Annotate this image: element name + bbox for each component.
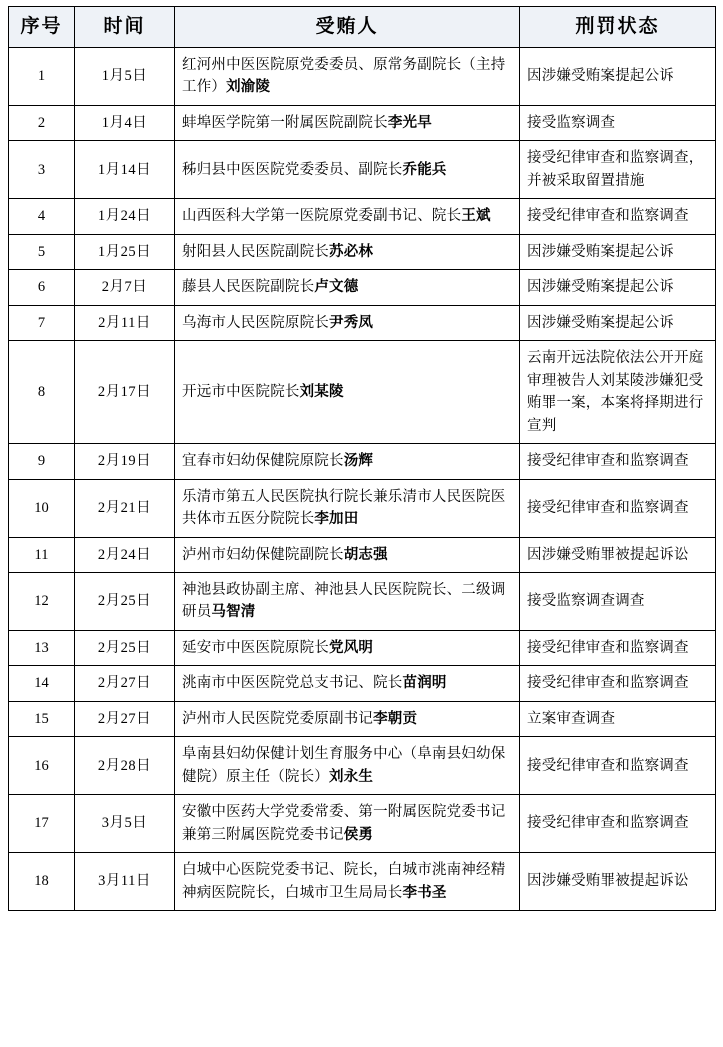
cell-date: 2月24日 xyxy=(75,537,175,572)
cell-person xyxy=(175,853,520,911)
table-header-row xyxy=(9,7,716,48)
cell-index: 13 xyxy=(9,630,75,665)
person-title: 洮南市中医医院党总支书记、院长 xyxy=(182,675,403,692)
table-row xyxy=(9,48,716,106)
cell-person xyxy=(175,479,520,537)
cell-status: 云南开远法院依法公开开庭审理被告人刘某陵涉嫌犯受贿罪一案，本案将择期进行宣判 xyxy=(520,341,716,444)
cell-index: 18 xyxy=(9,853,75,911)
cell-person xyxy=(175,701,520,736)
person-title: 宜春市妇幼保健院原院长 xyxy=(182,453,344,470)
cell-date: 2月27日 xyxy=(75,701,175,736)
cell-person xyxy=(175,537,520,572)
person-title: 泸州市妇幼保健院副院长 xyxy=(182,546,344,563)
cell-status: 接受纪律审查和监察调查 xyxy=(520,444,716,479)
table-row xyxy=(9,199,716,234)
cell-index: 8 xyxy=(9,341,75,444)
cell-index: 9 xyxy=(9,444,75,479)
person-name: 卢文德 xyxy=(314,279,359,296)
person-title: 神池县政协副主席、神池县人民医院院长、二级调研员 xyxy=(182,581,506,621)
person-name: 刘永生 xyxy=(329,768,374,785)
cell-date: 2月27日 xyxy=(75,666,175,701)
person-name: 刘某陵 xyxy=(299,383,344,400)
cell-status: 因涉嫌受贿罪被提起诉讼 xyxy=(520,853,716,911)
cell-person xyxy=(175,341,520,444)
cell-status: 接受监察调查 xyxy=(520,105,716,140)
column-header-index: 序号 xyxy=(9,7,75,48)
cell-person xyxy=(175,795,520,853)
person-name: 汤辉 xyxy=(343,453,374,470)
cell-date: 2月11日 xyxy=(75,305,175,340)
cell-person xyxy=(175,48,520,106)
cell-status: 接受纪律审查和监察调查 xyxy=(520,737,716,795)
cell-index: 1 xyxy=(9,48,75,106)
person-title: 泸州市人民医院党委原副书记 xyxy=(182,710,374,727)
table-row xyxy=(9,737,716,795)
cell-date: 2月25日 xyxy=(75,572,175,630)
person-title: 秭归县中医医院党委委员、副院长 xyxy=(182,161,403,178)
cell-index: 16 xyxy=(9,737,75,795)
table-row xyxy=(9,537,716,572)
cell-date: 2月7日 xyxy=(75,270,175,305)
cell-person xyxy=(175,270,520,305)
cell-person xyxy=(175,199,520,234)
person-name: 李书圣 xyxy=(402,884,447,901)
table-row xyxy=(9,701,716,736)
cell-index: 10 xyxy=(9,479,75,537)
cell-person xyxy=(175,234,520,269)
cell-person xyxy=(175,444,520,479)
person-title: 山西医科大学第一医院原党委副书记、院长 xyxy=(182,208,462,225)
person-title: 乌海市人民医院原院长 xyxy=(182,314,329,331)
bribery-cases-table xyxy=(8,6,716,911)
cell-date: 1月25日 xyxy=(75,234,175,269)
person-name: 乔能兵 xyxy=(402,161,447,178)
cell-date: 1月24日 xyxy=(75,199,175,234)
cell-status: 因涉嫌受贿案提起公诉 xyxy=(520,270,716,305)
person-name: 侯勇 xyxy=(343,826,374,843)
table-row xyxy=(9,853,716,911)
person-title: 阜南县妇幼保健计划生育服务中心（阜南县妇幼保健院）原主任（院长） xyxy=(182,746,506,785)
cell-index: 12 xyxy=(9,572,75,630)
cell-index: 17 xyxy=(9,795,75,853)
table-header xyxy=(9,7,716,48)
table-row xyxy=(9,572,716,630)
cell-date: 2月25日 xyxy=(75,630,175,665)
cell-date: 2月28日 xyxy=(75,737,175,795)
cell-index: 14 xyxy=(9,666,75,701)
person-title: 射阳县人民医院副院长 xyxy=(182,243,329,260)
person-title: 红河州中医医院原党委委员、原常务副院长（主持工作） xyxy=(182,57,506,96)
cell-index: 11 xyxy=(9,537,75,572)
column-header-status: 刑罚状态 xyxy=(520,7,716,48)
cell-status: 因涉嫌受贿案提起公诉 xyxy=(520,48,716,106)
cell-date: 2月19日 xyxy=(75,444,175,479)
cell-index: 4 xyxy=(9,199,75,234)
cell-status: 因涉嫌受贿案提起公诉 xyxy=(520,234,716,269)
table-row xyxy=(9,234,716,269)
cell-person xyxy=(175,105,520,140)
cell-index: 3 xyxy=(9,141,75,199)
table-row xyxy=(9,795,716,853)
cell-status: 接受纪律审查和监察调查 xyxy=(520,479,716,537)
person-name: 马智清 xyxy=(211,604,256,621)
person-title: 安徽中医药大学党委常委、第一附属医院党委书记兼第三附属医院党委书记 xyxy=(182,804,506,843)
person-title: 藤县人民医院副院长 xyxy=(182,279,315,296)
person-title: 乐清市第五人民医院执行院长兼乐清市人民医院医共体市五医分院院长 xyxy=(182,488,506,528)
cell-status: 接受纪律审查和监察调查 xyxy=(520,199,716,234)
person-title: 延安市中医医院原院长 xyxy=(182,639,329,656)
person-name: 刘渝陵 xyxy=(226,79,271,96)
table-row xyxy=(9,270,716,305)
cell-date: 2月21日 xyxy=(75,479,175,537)
cell-status: 接受纪律审查和监察调查，并被采取留置措施 xyxy=(520,141,716,199)
table-body xyxy=(9,48,716,911)
person-name: 李加田 xyxy=(314,511,359,528)
cell-date: 1月14日 xyxy=(75,141,175,199)
cell-date: 1月4日 xyxy=(75,105,175,140)
cell-index: 5 xyxy=(9,234,75,269)
column-header-person: 受贿人 xyxy=(175,7,520,48)
cell-person xyxy=(175,141,520,199)
cell-person xyxy=(175,630,520,665)
table-row xyxy=(9,444,716,479)
cell-index: 2 xyxy=(9,105,75,140)
table-row xyxy=(9,105,716,140)
cell-status: 因涉嫌受贿案提起公诉 xyxy=(520,305,716,340)
person-name: 李朝贡 xyxy=(373,710,418,727)
cell-date: 3月11日 xyxy=(75,853,175,911)
person-name: 尹秀凤 xyxy=(329,314,374,331)
table-row xyxy=(9,141,716,199)
cell-index: 15 xyxy=(9,701,75,736)
person-name: 苏必林 xyxy=(329,243,374,260)
table-row xyxy=(9,305,716,340)
person-title: 白城中心医院党委书记、院长，白城市洮南神经精神病医院院长，白城市卫生局局长 xyxy=(182,862,506,901)
table-row xyxy=(9,630,716,665)
cell-status: 接受纪律审查和监察调查 xyxy=(520,666,716,701)
cell-index: 6 xyxy=(9,270,75,305)
cell-date: 2月17日 xyxy=(75,341,175,444)
person-title: 开远市中医院院长 xyxy=(182,383,300,400)
cell-status: 立案审查调查 xyxy=(520,701,716,736)
cell-status: 接受纪律审查和监察调查 xyxy=(520,795,716,853)
cell-person xyxy=(175,737,520,795)
person-name: 王斌 xyxy=(461,208,491,225)
cell-date: 3月5日 xyxy=(75,795,175,853)
cell-date: 1月5日 xyxy=(75,48,175,106)
column-header-date: 时间 xyxy=(75,7,175,48)
cell-person xyxy=(175,666,520,701)
table-row xyxy=(9,341,716,444)
person-name: 李光早 xyxy=(387,114,432,131)
person-name: 胡志强 xyxy=(343,546,388,563)
cell-status: 因涉嫌受贿罪被提起诉讼 xyxy=(520,537,716,572)
cell-person xyxy=(175,305,520,340)
cell-index: 7 xyxy=(9,305,75,340)
table-row xyxy=(9,666,716,701)
table-row xyxy=(9,479,716,537)
cell-person xyxy=(175,572,520,630)
person-name: 党风明 xyxy=(329,639,374,656)
cell-status: 接受纪律审查和监察调查 xyxy=(520,630,716,665)
person-title: 蚌埠医学院第一附属医院副院长 xyxy=(182,114,388,131)
cell-status: 接受监察调查调查 xyxy=(520,572,716,630)
person-name: 苗润明 xyxy=(402,675,447,692)
